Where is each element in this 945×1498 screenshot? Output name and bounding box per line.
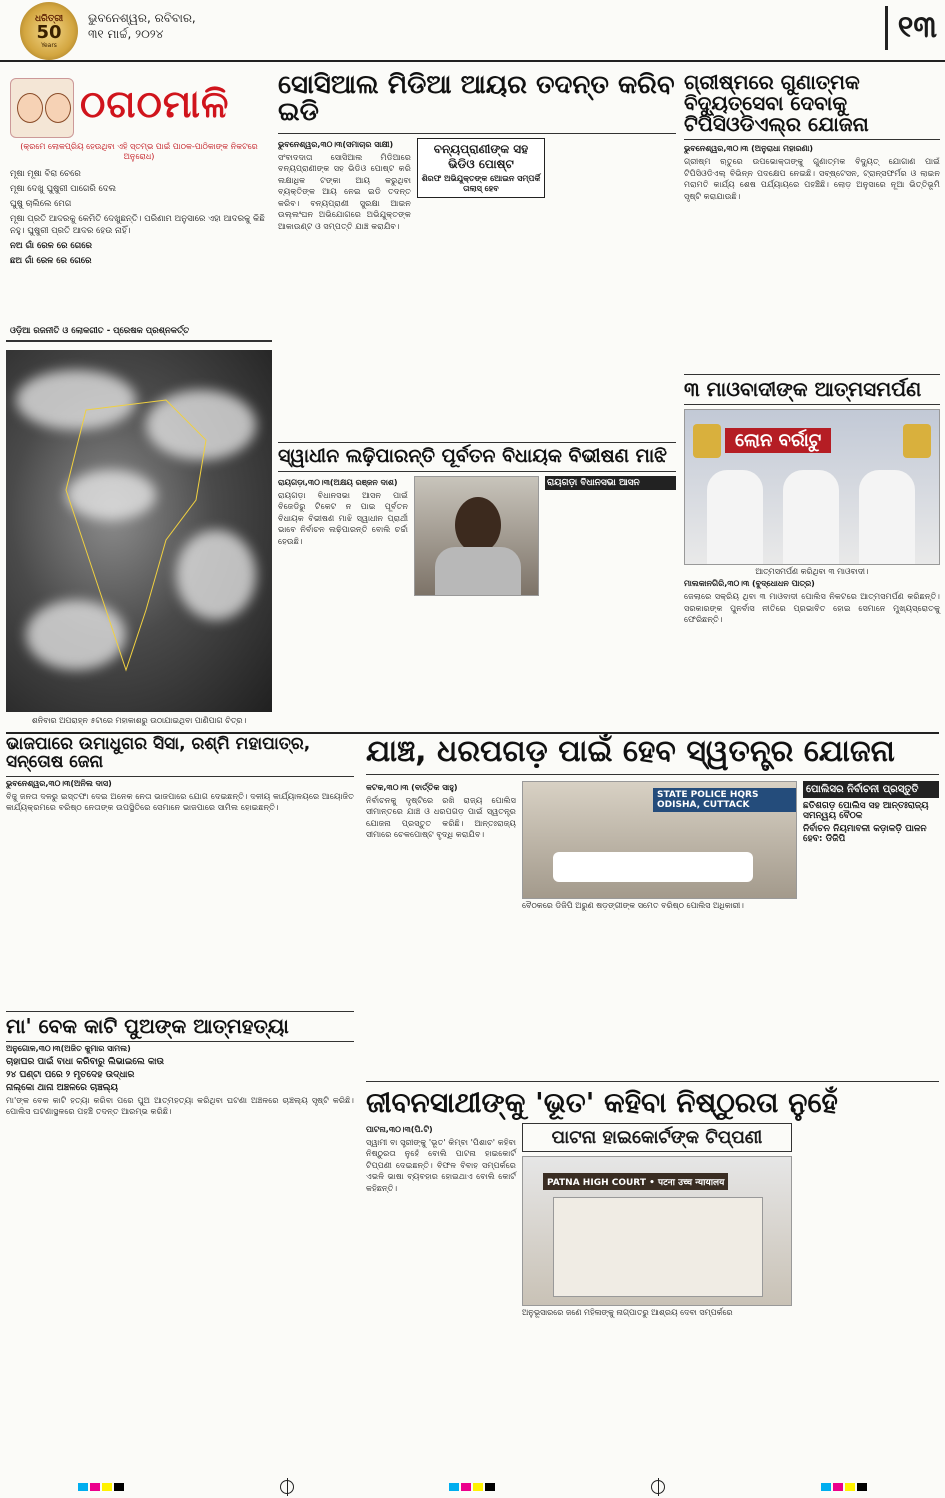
story-text: ସଂବାଦଦାତା ସୋସିଆଲ ମିଡିଆରେ ବନ୍ୟପ୍ରାଣୀଙ୍କ ସହ ଭିଡିଓ ପୋଷ୍ଟ କରି ଲକ୍ଷାଧିକ ଟଙ୍କା ଆୟ କରୁଥିବା ବ୍ୟକ୍ତିଙ୍କ ଆୟ ନେଇ ଇଡି ତଦନ୍ତ କରିବ। ବନ୍ୟପ୍ରାଣୀ ସୁରକ୍ଷା ଆଇନ ଉଲ୍ଲଂଘନ ଅଭିଯୋଗରେ ଅଭିଯୁକ୍ତଙ୍କ ଆକାଉଣ୍ଟ ଓ ସମ୍ପତ୍ତି ଯାଞ୍ଚ କରାଯିବ।	[278, 151, 411, 231]
bullet-list	[6, 1056, 354, 1095]
verse-line: ମୂଷା ମୂଷା ବିରା ଚେରେ	[10, 169, 81, 179]
story-col	[417, 138, 545, 438]
politician-photo	[414, 476, 539, 596]
yellow-swatch	[473, 1483, 483, 1491]
headline-bjp: ଭାଜପାରେ ଉମାଧୁଗର ସିସା, ରଶ୍ମି ମହାପାତ୍ର, ସନ୍ତୋଷ ଜେନା	[6, 736, 354, 777]
header-date: ୩୧ ମାର୍ଚ୍ଚ, ୨୦୨୪	[88, 27, 164, 41]
photo-sign: PATNA HIGH COURT • पटना उच्च न्यायालय	[543, 1173, 728, 1190]
police-row	[366, 781, 939, 911]
bjp-story	[6, 736, 354, 1118]
photo-sign: STATE POLICE HQRS ODISHA, CUTTACK	[653, 788, 796, 812]
headline-police: ଯାଞ୍ଚ, ଧରପଗଡ଼ ପାଇଁ ହେବ ସ୍ୱତନ୍ତ୍ର ଯୋଜନା	[366, 736, 939, 775]
story-social-body	[278, 138, 676, 438]
story-dateline: ରାୟଗଡ଼ା,୩୦।୩(ଅକ୍ଷୟ ରଞ୍ଜନ ଦାଶ)	[278, 477, 398, 487]
person-body	[435, 547, 521, 596]
map-border	[66, 400, 206, 670]
bullet-item: ୨୪ ଘଣ୍ଟା ପରେ ୨ ମୃତଦେହ ଉଦ୍ଧାର	[6, 1069, 135, 1080]
side-bullet: ନିର୍ବାଚନ ନିୟମାବଳୀ କଡ଼ାକଡ଼ି ପାଳନ ହେବ: ଡିଜିପି	[803, 823, 927, 844]
police-emblem-icon	[693, 424, 721, 458]
logo-years: 50	[36, 21, 62, 43]
cartoon-faces-icon	[10, 78, 74, 138]
header-place: ଭୁବନେଶ୍ୱର, ରବିବାର,	[88, 11, 196, 25]
magenta-swatch	[461, 1483, 471, 1491]
india-outline	[6, 350, 272, 712]
story-text: ଜେଲାରେ ସକ୍ରିୟ ଥିବା ୩ ମାଓବାଦୀ ପୋଲିସ ନିକଟରେ ଆତ୍ମସମର୍ପଣ କରିଛନ୍ତି। ସରକାରଙ୍କ ପୁନର୍ବାସ ନୀତିରେ ପ୍ରଭାବିତ ହୋଇ ସେମାନେ ମୁଖ୍ୟସ୍ରୋତକୁ ଫେରିଛନ୍ତି।	[684, 591, 940, 624]
headline-maoist: ୩ ମାଓବାଦୀଙ୍କ ଆତ୍ମସମର୍ପଣ	[684, 374, 940, 405]
story-dateline: ଅନୁଗୋଳ,୩୦।୩(ଅଜିତ କୁମାର ସାମଲ)	[6, 1043, 131, 1053]
headline-exmla: ସ୍ୱାଧୀନ ଲଢ଼ିପାରନ୍ତି ପୂର୍ବତନ ବିଧାୟକ ବିଭୀଷଣ ମାଝି	[278, 442, 676, 472]
story-text: ସ୍ୱାମୀ ବା ସ୍ତ୍ରୀଙ୍କୁ 'ଭୂତ' କିମ୍ବା 'ପିଶାଚ' କହିବା ନିଷ୍ଠୁରତା ନୁହେଁ ବୋଲି ପାଟନା ହାଇକୋର୍ଟ ଟିପ୍ପଣୀ ଦେଇଛନ୍ତି। ବିଫଳ ବିବାହ ସମ୍ପର୍କରେ ଏଭଳି ଭାଷା ବ୍ୟବହାର ହୋଇଥାଏ ବୋଲି କୋର୍ଟ କହିଛନ୍ତି।	[366, 1136, 516, 1193]
registration-mark-icon	[280, 1480, 294, 1494]
satellite-weather-image	[6, 350, 272, 712]
middle-column	[278, 72, 676, 706]
color-bars	[78, 1483, 124, 1491]
inset-title: ବନ୍ୟପ୍ରାଣୀଙ୍କ ସହ ଭିଡିଓ ପୋଷ୍ଟ	[433, 141, 529, 171]
photo-col	[522, 1123, 792, 1318]
logo-brand: ଧରିତ୍ରୀ	[34, 13, 64, 24]
story-exmla-body	[278, 476, 676, 706]
court-subhead: ପାଟନା ହାଇକୋର୍ଟଙ୍କ ଟିପ୍ପଣୀ	[522, 1123, 792, 1152]
thagamali-body	[10, 168, 268, 270]
story-col	[278, 476, 408, 706]
cartoon-face-right-icon	[45, 93, 71, 123]
registration-mark-icon	[651, 1480, 665, 1494]
yellow-swatch	[102, 1483, 112, 1491]
headline-court: ଜୀବନସାଥୀଙ୍କୁ 'ଭୂତ' କହିବା ନିଷ୍ଠୁରତା ନୁହେଁ	[366, 1081, 939, 1117]
photo-caption: ଅନୁଭୂସାରରେ ଜଣେ ମହିଳାଙ୍କୁ ନାଗ୍‌ପାତରୁ ଆଶ୍ରୟ ଦେବା ସମ୍ପର୍କରେ	[522, 1307, 733, 1317]
headline-grish: ଗ୍ରୀଷ୍ମରେ ଗୁଣାତ୍ମକ ବିଦ୍ୟୁତ୍‌ସେବା ଦେବାକୁ ଟିପିସିଓଡିଏଲ୍‌ର ଯୋଜନା	[684, 72, 940, 140]
banner-text: ଲୋନ ବର୍ରାଟୁ	[725, 428, 831, 453]
story-text: ରାୟଗଡ଼ା ବିଧାନସଭା ଆସନ ପାଇଁ ବିଜେଡିରୁ ଟିକେଟ ନ ପାଇ ପୂର୍ବତନ ବିଧାୟକ ବିଭୀଷଣ ମାଝି ସ୍ୱାଧୀନ ପ୍ରାର୍ଥୀ ଭାବେ ନିର୍ବାଚନ ଲଢ଼ିପାରନ୍ତି ବୋଲି ଚର୍ଚ୍ଚା ହେଉଛି।	[278, 489, 408, 546]
magenta-swatch	[90, 1483, 100, 1491]
story-text: ମା'ଙ୍କ ବେକ କାଟି ହତ୍ୟା କରିବା ପରେ ପୁଅ ଆତ୍ମହତ୍ୟା କରିଥିବା ଘଟଣା ଅଞ୍ଚଳରେ ଚାଞ୍ଚଲ୍ୟ ସୃଷ୍ଟି କରିଛି। ପୋଲିସ ଘଟଣାସ୍ଥଳରେ ପହଞ୍ଚି ତଦନ୍ତ ଆରମ୍ଭ କରିଛି।	[6, 1094, 354, 1117]
cyan-swatch	[821, 1483, 831, 1491]
photo-caption: ରାୟଗଡ଼ା ବିଧାନସଭା ଆସନ	[545, 476, 676, 490]
story-col	[545, 476, 676, 706]
thagamali-text: ମୂଷା ପ୍ରତି ଆଦରକୁ କେମିତି ଦେଖୁଛନ୍ତି। ପରିଣାମ ଅନୁସାରେ ଏହା ଆଦରକୁ କିଛି ନହୁ। ଘୁଷୁରୀ ପ୍ରତି ଆଦର ହେଉ ନାହିଁ।	[10, 214, 265, 236]
left-column	[6, 72, 272, 726]
verse-line: ଘୁଷୁ ଚାଲିଲେ ମେଗ	[10, 199, 72, 209]
police-meeting-photo	[522, 781, 797, 899]
color-bars	[821, 1483, 867, 1491]
headline-social-media: ସୋସିଆଲ ମିଡିଆ ଆୟର ତଦନ୍ତ କରିବ ଇଡି	[278, 72, 676, 134]
verse-line: ମୂଷା ଦେଖୁ ଘୁଷୁରୀ ପାଗେରି ଦେଲ	[10, 184, 117, 194]
police-story	[366, 736, 939, 1318]
magenta-swatch	[833, 1483, 843, 1491]
patna-high-court-photo	[522, 1156, 792, 1306]
story-dateline: କଟକ,୩୦।୩ (ବାର୍ତ୍ତିକ ସାହୁ)	[366, 782, 458, 792]
person-figure	[783, 470, 839, 565]
black-swatch	[485, 1483, 495, 1491]
story-col	[278, 138, 411, 438]
headline-mother: ମା' ବେକ କାଟି ପୁଅଙ୍କ ଆତ୍ମହତ୍ୟା	[6, 1011, 354, 1042]
verse-line: ନଅ ଗାଁ ରେଳ ରେ ଗେରେ	[10, 241, 92, 251]
person-figure	[707, 470, 763, 565]
story-dateline: ପାଟନା,୩୦।୩(ପି.ଟି)	[366, 1124, 433, 1134]
satellite-caption: ଶନିବାର ଅପରାହ୍ନ ୫ଟାରେ ମହାକାଶରୁ ଉଠାଯାଇଥିବା ପାଣିପାଗ ଚିତ୍ର।	[31, 716, 247, 725]
court-row	[366, 1123, 939, 1318]
story-col	[366, 1123, 516, 1318]
print-registration-strip	[0, 1476, 945, 1498]
inset-bullet: ଶିରଫ ଅଭିଯୁକ୍ତଙ୍କ ଅୋଇନ ସମ୍ପର୍କି ତାଲାସ୍ ହେବ	[421, 173, 541, 193]
court-building	[553, 1197, 763, 1297]
thagamali-title: ଠଗଠମାଳି	[80, 82, 230, 126]
black-swatch	[114, 1483, 124, 1491]
photo-col	[522, 781, 797, 911]
photo-caption: ଆତ୍ମସମର୍ପଣ କରିଥିବା ୩ ମାଓବାଦୀ।	[755, 567, 869, 576]
cyan-swatch	[449, 1483, 459, 1491]
dharitri-50-logo	[20, 2, 78, 60]
right-column	[684, 72, 940, 626]
story-col	[551, 138, 676, 438]
story-text: ବିଜୁ ଜନତା ଦଳରୁ ଇସ୍ତଫା ଦେଇ ଅନେକ ନେତା ଭାଜପାରେ ଯୋଗ ଦେଇଛନ୍ତି। ଦଳୀୟ କାର୍ଯ୍ୟାଳୟରେ ଆୟୋଜିତ କାର୍ଯ୍ୟକ୍ରମରେ ବରିଷ୍ଠ ନେତାଙ୍କ ଉପସ୍ଥିତିରେ ସେମାନେ ଭାଜପାରେ ସାମିଲ ହୋଇଛନ୍ତି।	[6, 790, 354, 813]
police-emblem-icon	[903, 424, 931, 458]
page-number: ୧୩	[885, 6, 937, 50]
person-figure	[859, 470, 915, 565]
maoist-surrender-photo	[684, 409, 940, 565]
story-text: ଗ୍ରୀଷ୍ମ ଋତୁରେ ଉପଭୋକ୍ତାଙ୍କୁ ଗୁଣାତ୍ମକ ବିଦ୍ୟୁତ୍ ଯୋଗାଣ ପାଇଁ ଟିପିସିଓଡିଏଲ୍ ବିଭିନ୍ନ ପଦକ୍ଷେପ ନେଇଛି। ସବ୍‌ଷ୍ଟେସନ, ଟ୍ରାନ୍ସଫର୍ମର ଓ ଲାଇନ ମରାମତି କାର୍ଯ୍ୟ ଶେଷ ପର୍ଯ୍ୟାୟରେ ପହଞ୍ଚିଛି। ଲୋଡ଼ ଅନୁସାରେ ନୂଆ ଭିତ୍ତିଭୂମି ସୃଷ୍ଟି କରାଯାଉଛି।	[684, 156, 940, 201]
story-dateline: ଭୁବନେଶ୍ୱର,୩୦।୩ (ଅନୁରାଧା ମହାରଣା)	[684, 144, 814, 153]
meeting-table	[553, 852, 753, 882]
logo-years-label: Years	[41, 41, 57, 49]
story-dateline: ଭୁବନେଶ୍ୱର,୩୦।୩(ସମାଚାର ସାକ୍ଷୀ)	[278, 139, 394, 149]
header-dateline	[88, 10, 258, 42]
side-bullet: ଛତିଶଗଡ଼ ପୋଲିସ ସହ ଆନ୍ତଃରାଜ୍ୟ ସମନ୍ୱୟ ବୈଠକ	[803, 800, 929, 821]
story-text: ନିର୍ବାଚନକୁ ଦୃଷ୍ଟିରେ ରଖି ରାଜ୍ୟ ପୋଲିସ ସୀମାନ୍ତରେ ଯାଞ୍ଚ ଓ ଧରପଗଡ଼ ପାଇଁ ସ୍ୱତନ୍ତ୍ର ଯୋଜନା ପ୍ରସ୍ତୁତ କରିଛି। ଆନ୍ତଃରାଜ୍ୟ ସୀମାରେ ଚେକପୋଷ୍ଟ ବୃଦ୍ଧି କରାଯିବ।	[366, 794, 516, 839]
black-swatch	[857, 1483, 867, 1491]
thagamali-footer: ଓଡ଼ିଆ ରଜନୀତି ଓ ଲୋକଗୀତ - ପ୍ରେଷକ ପ୍ରଶ୍ନକର୍ତ୍ତ	[10, 326, 190, 336]
cyan-swatch	[78, 1483, 88, 1491]
story-col	[366, 781, 516, 911]
color-bars	[449, 1483, 495, 1491]
verse-line: ଛଅ ଗାଁ ରେଳ ରେ ଗେରେ	[10, 256, 92, 266]
story-dateline: ମାଲକାନଗିରି,୩୦।୩ (ବୁଦ୍ଧୋଧନ ପାତ୍ର)	[684, 579, 815, 588]
bullet-item: ନାଲ୍‌କୋ ଥାନା ଅଞ୍ଚଳରେ ଚାଞ୍ଚଲ୍ୟ	[6, 1082, 118, 1093]
side-title: ପୋଲିସର ନିର୍ବାଚନୀ ପ୍ରସ୍ତୁତି	[803, 781, 939, 798]
masthead	[0, 0, 945, 62]
bullet-item: ଚାହାଘର ପାଇଁ ବାଧା କରିବାରୁ ଲିଭାଇଲେ କାଉ	[6, 1056, 165, 1067]
thagamali-subtitle: (କ୍ରମେ ଲୋକପ୍ରିୟ ହେଉଥିବା ଏହି ସ୍ତମ୍ଭ ପାଇଁ ପାଠକ-ପାଠିକାଙ୍କ ନିକଟରେ ଅନୁରୋଧ)	[20, 142, 258, 161]
lower-section	[6, 732, 939, 1317]
yellow-swatch	[845, 1483, 855, 1491]
inset-box	[417, 138, 545, 198]
photo-caption: ବୈଠକରେ ଡିଜିପି ଅରୁଣ ଷଡ଼ଙ୍ଗୀଙ୍କ ସମେତ ବରିଷ୍ଠ ପୋଲିସ ଅଧିକାରୀ।	[522, 900, 744, 910]
side-box	[803, 781, 939, 911]
person-head	[455, 497, 501, 553]
cartoon-face-left-icon	[17, 93, 43, 123]
thagamali-box	[6, 72, 272, 342]
story-dateline: ଭୁବନେଶ୍ୱର,୩୦।୩(ଅନିଲ ଦାସ)	[6, 778, 112, 788]
